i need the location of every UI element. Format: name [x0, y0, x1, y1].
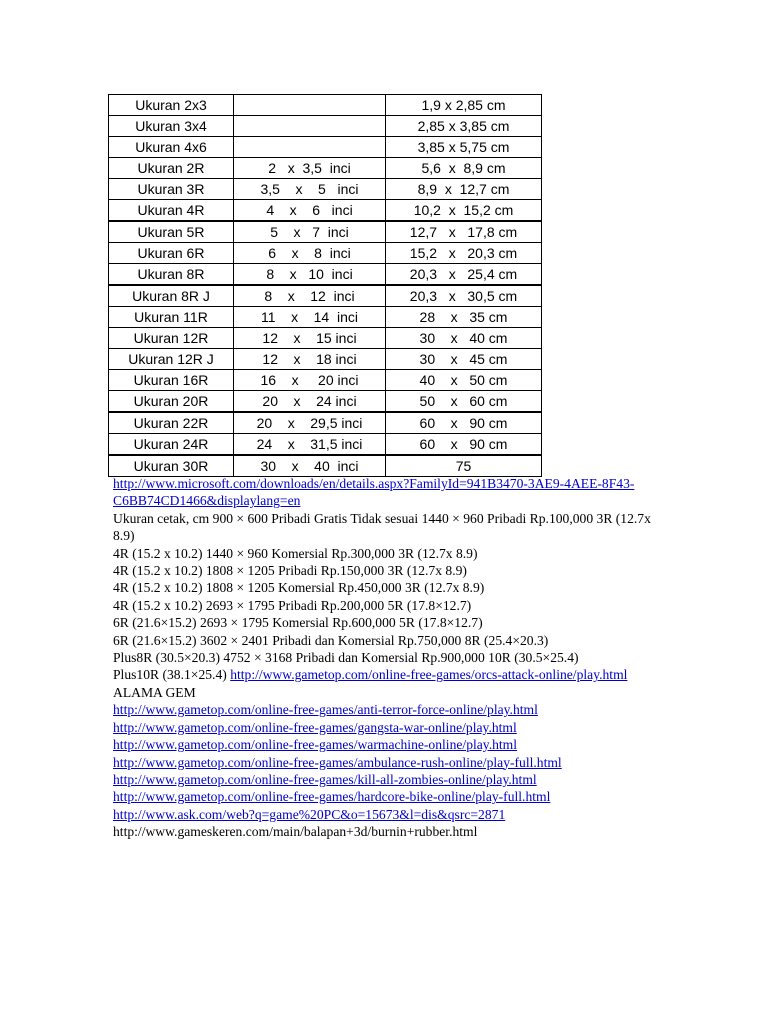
table-row — [109, 200, 542, 222]
size-name-cell: Ukuran 8R J — [109, 285, 234, 307]
size-name-cell: Ukuran 5R — [109, 221, 234, 243]
size-name-cell: Ukuran 12R J — [109, 349, 234, 370]
size-name-cell: Ukuran 3R — [109, 179, 234, 200]
size-cm-cell: 5,6 x 8,9 cm — [386, 158, 542, 179]
size-cm-cell: 60 x 90 cm — [386, 434, 542, 456]
document-text — [113, 475, 658, 841]
table-row — [109, 95, 542, 116]
game-link[interactable]: http://www.gametop.com/online-free-games/hardcore-bike-online/play-full.html — [113, 789, 551, 805]
size-table-body — [109, 95, 542, 477]
size-inch-cell: 20 x 24 inci — [234, 391, 386, 413]
size-name-cell: Ukuran 6R — [109, 243, 234, 264]
game-link[interactable]: http://www.gametop.com/online-free-games/gangsta-war-online/play.html — [113, 719, 517, 735]
size-name-cell: Ukuran 8R — [109, 264, 234, 286]
microsoft-link[interactable]: http://www.microsoft.com/downloads/en/details.aspx?FamilyId=941B3470-3AE9-4AEE-8F43-C6BB74CD1466&displaylang=en — [113, 476, 635, 509]
size-inch-cell: 12 x 18 inci — [234, 349, 386, 370]
game-link[interactable]: http://www.gametop.com/online-free-games/kill-all-zombies-online/play.html — [113, 771, 537, 787]
size-inch-cell — [234, 95, 386, 116]
size-inch-cell: 8 x 10 inci — [234, 264, 386, 286]
size-inch-cell — [234, 137, 386, 158]
size-cm-cell: 28 x 35 cm — [386, 307, 542, 328]
table-row — [109, 285, 542, 307]
size-cm-cell: 75 — [386, 455, 542, 477]
paragraph-link-ask — [113, 806, 658, 823]
size-cm-cell: 50 x 60 cm — [386, 391, 542, 413]
paragraph-line3: 4R (15.2 x 10.2) 1808 × 1205 Pribadi Rp.150,000 3R (12.7x 8.9) — [113, 563, 467, 579]
paragraph-link-zombies — [113, 771, 658, 788]
paragraph-line5: 4R (15.2 x 10.2) 2693 × 1795 Pribadi Rp.200,000 5R (17.8×12.7) — [113, 597, 472, 613]
paragraph-line2: 4R (15.2 x 10.2) 1440 × 960 Komersial Rp.300,000 3R (12.7x 8.9) — [113, 545, 478, 561]
paragraph-line6: 6R (21.6×15.2) 2693 × 1795 Komersial Rp.600,000 5R (17.8×12.7) — [113, 615, 483, 631]
paragraph-line1: Ukuran cetak, cm 900 × 600 Pribadi Gratis Tidak sesuai 1440 × 960 Pribadi Rp.100,000 3R (12.7x 8.9) — [113, 510, 651, 544]
size-cm-cell: 12,7 x 17,8 cm — [386, 221, 542, 243]
size-name-cell: Ukuran 2R — [109, 158, 234, 179]
table-row — [109, 221, 542, 243]
table-row — [109, 434, 542, 456]
size-inch-cell: 2 x 3,5 inci — [234, 158, 386, 179]
size-cm-cell: 40 x 50 cm — [386, 370, 542, 391]
size-name-cell: Ukuran 3x4 — [109, 116, 234, 137]
game-link[interactable]: http://www.gametop.com/online-free-games/anti-terror-force-online/play.html — [113, 702, 538, 718]
size-name-cell: Ukuran 16R — [109, 370, 234, 391]
table-row — [109, 179, 542, 200]
paragraph-link-gangsta — [113, 719, 658, 736]
paragraph-line7: 6R (21.6×15.2) 3602 × 2401 Pribadi dan Komersial Rp.750,000 8R (25.4×20.3) — [113, 632, 549, 648]
size-inch-cell: 20 x 29,5 inci — [234, 412, 386, 434]
table-row — [109, 349, 542, 370]
table-row — [109, 455, 542, 477]
size-name-cell: Ukuran 30R — [109, 455, 234, 477]
size-inch-cell: 3,5 x 5 inci — [234, 179, 386, 200]
table-row — [109, 307, 542, 328]
paragraph-last-line: http://www.gameskeren.com/main/balapan+3d/burnin+rubber.html — [113, 824, 478, 840]
size-name-cell: Ukuran 11R — [109, 307, 234, 328]
size-cm-cell: 20,3 x 25,4 cm — [386, 264, 542, 286]
table-row — [109, 158, 542, 179]
size-cm-cell: 15,2 x 20,3 cm — [386, 243, 542, 264]
size-cm-cell: 2,85 x 3,85 cm — [386, 116, 542, 137]
table-row — [109, 328, 542, 349]
paragraph-line4: 4R (15.2 x 10.2) 1808 × 1205 Komersial Rp.450,000 3R (12.7x 8.9) — [113, 580, 485, 596]
size-name-cell: Ukuran 2x3 — [109, 95, 234, 116]
size-name-cell: Ukuran 4x6 — [109, 137, 234, 158]
size-cm-cell: 30 x 40 cm — [386, 328, 542, 349]
size-inch-cell: 24 x 31,5 inci — [234, 434, 386, 456]
paragraph-line8: Plus8R (30.5×20.3) 4752 × 3168 Pribadi dan Komersial Rp.900,000 10R (30.5×25.4) — [113, 650, 579, 666]
photo-size-table — [108, 94, 542, 477]
size-inch-cell: 30 x 40 inci — [234, 455, 386, 477]
size-name-cell: Ukuran 12R — [109, 328, 234, 349]
size-name-cell: Ukuran 22R — [109, 412, 234, 434]
table-row — [109, 412, 542, 434]
ask-link[interactable]: http://www.ask.com/web?q=game%20PC&o=15673&l=dis&qsrc=2871 — [113, 806, 506, 822]
size-cm-cell: 1,9 x 2,85 cm — [386, 95, 542, 116]
size-inch-cell: 16 x 20 inci — [234, 370, 386, 391]
size-inch-cell: 11 x 14 inci — [234, 307, 386, 328]
size-inch-cell — [234, 116, 386, 137]
paragraph-link1 — [113, 475, 658, 510]
size-cm-cell: 60 x 90 cm — [386, 412, 542, 434]
size-name-cell: Ukuran 4R — [109, 200, 234, 222]
size-name-cell: Ukuran 20R — [109, 391, 234, 413]
paragraph-link-ambulance — [113, 754, 658, 771]
paragraph-link-anti-terror — [113, 701, 658, 718]
table-row — [109, 264, 542, 286]
size-cm-cell: 3,85 x 5,75 cm — [386, 137, 542, 158]
line9-suffix: ALAMA GEM — [113, 684, 196, 700]
size-cm-cell: 20,3 x 30,5 cm — [386, 285, 542, 307]
size-inch-cell: 12 x 15 inci — [234, 328, 386, 349]
table-row — [109, 391, 542, 413]
size-cm-cell: 8,9 x 12,7 cm — [386, 179, 542, 200]
game-link[interactable]: http://www.gametop.com/online-free-games/ambulance-rush-online/play-full.html — [113, 754, 562, 770]
size-inch-cell: 4 x 6 inci — [234, 200, 386, 222]
game-link[interactable]: http://www.gametop.com/online-free-games/warmachine-online/play.html — [113, 737, 518, 753]
paragraph-link-warmachine — [113, 736, 658, 753]
table-row — [109, 116, 542, 137]
paragraph-link-bike — [113, 788, 658, 805]
table-row — [109, 243, 542, 264]
size-cm-cell: 10,2 x 15,2 cm — [386, 200, 542, 222]
size-name-cell: Ukuran 24R — [109, 434, 234, 456]
paragraph-line9 — [113, 666, 658, 701]
line9-prefix: Plus10R (38.1×25.4) — [113, 667, 231, 683]
size-inch-cell: 8 x 12 inci — [234, 285, 386, 307]
size-inch-cell: 6 x 8 inci — [234, 243, 386, 264]
table-row — [109, 137, 542, 158]
orcs-attack-link[interactable]: http://www.gametop.com/online-free-games/orcs-attack-online/play.html — [230, 667, 628, 683]
table-row — [109, 370, 542, 391]
size-inch-cell: 5 x 7 inci — [234, 221, 386, 243]
size-cm-cell: 30 x 45 cm — [386, 349, 542, 370]
